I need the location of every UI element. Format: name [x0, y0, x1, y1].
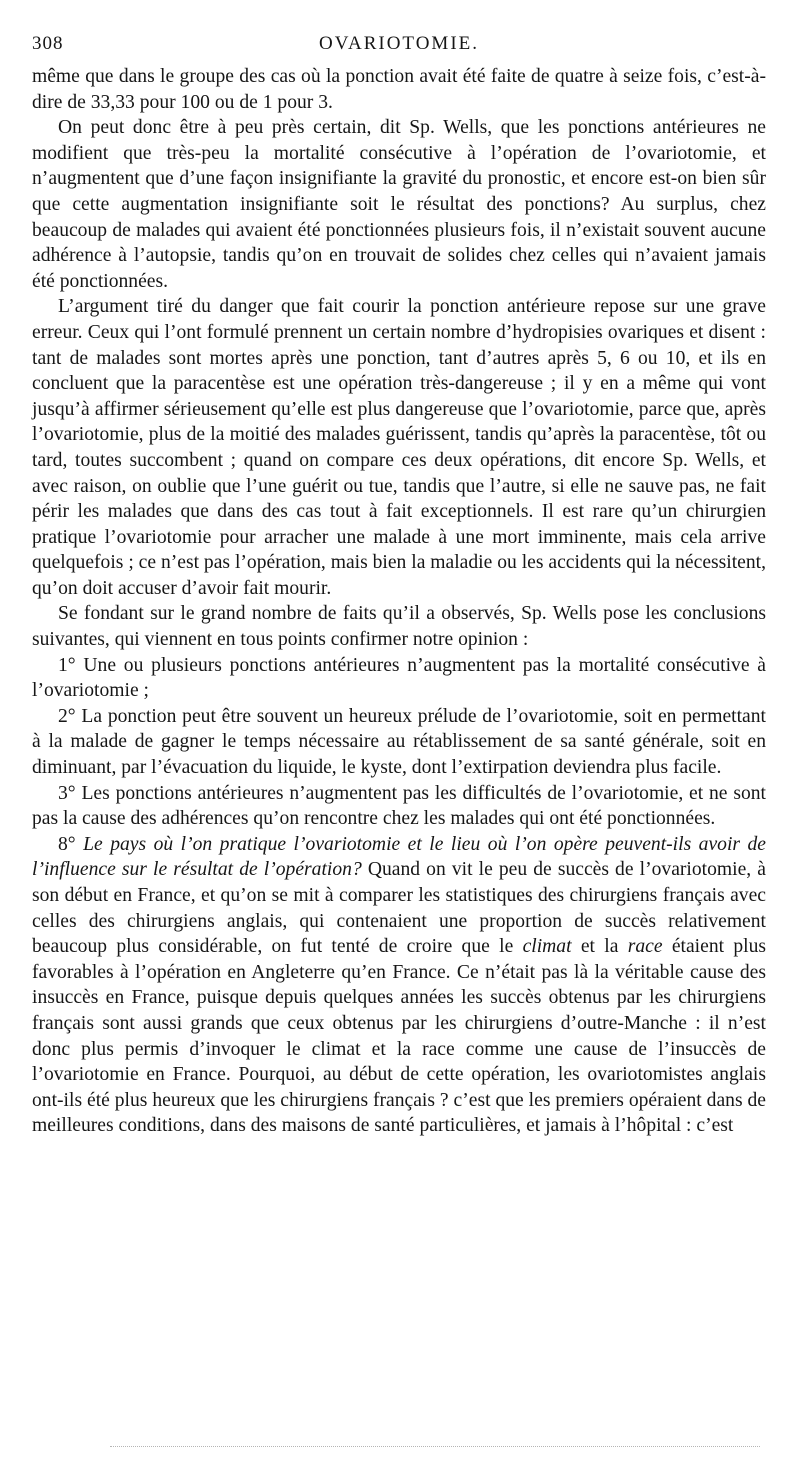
paragraph-wells-ponctions: On peut donc être à peu près certain, dit Sp. Wells, que les ponctions antérieures ne modifient que très-peu la mortalité consécutive à l’opération de l’ovariotomie, et n’augmentent que d’une façon insignifiante la gravité du pronostic, et encore est-on bien sûr que cette augmentation insignifiante soit le résultat des ponctions? Au surplus, chez beaucoup de malades qui avaient été ponctionnées plusieurs fois, il n’existait souvent aucune adhérence à l’autopsie, tandis qu’on en trouvait de solides chez celles qui n’avaient jamais été ponctionnées.	[32, 117, 766, 292]
section-8-text-a: Quand on vit le peu de succès de l’ovariotomie, à son début en France, et qu’on se mit à comparer les statistiques des chirurgiens français avec celles des chirurgiens anglais, qui contenaient une proportion de succès relativement beaucoup plus considérable, on fut tenté de croire que le	[32, 859, 766, 958]
conclusion-1: 1° Une ou plusieurs ponctions antérieures n’augmentent pas la mortalité consécutive à l’ovariotomie ;	[32, 654, 766, 702]
section-8-text-b: et la	[580, 936, 619, 958]
body-text	[32, 64, 766, 1139]
page-header	[32, 33, 766, 59]
conclusion-2: 2° La ponction peut être souvent un heureux prélude de l’ovariotomie, soit en permettant à la malade de gagner le temps nécessaire au rétablissement de sa santé générale, soit en diminuant, par l’évacuation du liquide, le kyste, dont l’extirpation deviendra plus facile.	[32, 705, 766, 779]
page-number: 308	[32, 33, 64, 54]
word-race: race	[627, 936, 663, 958]
paragraph-conclusions-intro: Se fondant sur le grand nombre de faits qu’il a observés, Sp. Wells pose les conclusions suivantes, qui viennent en tous points confirmer notre opinion :	[32, 603, 766, 651]
paragraph-continuation: même que dans le groupe des cas où la ponction avait été faite de quatre à seize fois, c’est-à-dire de 33,33 pour 100 ou de 1 pour 3.	[32, 66, 766, 113]
section-8-paragraph	[32, 832, 766, 1139]
section-8-label: 8°	[58, 833, 76, 855]
word-climat: climat	[522, 936, 572, 958]
section-8-text-c: étaient plus favorables à l’opération en Angleterre qu’en France. Ce n’était pas là la véritable cause des insuccès en France, puisque depuis quelques années les succès obtenus par les chirurgiens français sont aussi grands que ceux obtenus par les chirurgiens d’outre-Manche : il n’est donc plus permis d’invoquer le climat et la race comme une cause de l’insuccès de l’ovariotomie en France. Pourquoi, au début de cette opération, les ovariotomistes anglais ont-ils été plus heureux que les chirurgiens français ? c’est que les premiers opéraient dans de meilleures conditions, dans des maisons de santé particulières, et jamais à l’hôpital : c’est	[32, 936, 767, 1137]
paragraph-argument: L’argument tiré du danger que fait courir la ponction antérieure repose sur une grave erreur. Ceux qui l’ont formulé prennent un certain nombre d’hydropisies ovariques et disent : tant de malades sont mortes après une ponction, tant d’autres après 5, 6 ou 10, et ils en concluent que la paracentèse est une opération très-dangereuse ; il y en a même qui vont jusqu’à affirmer sérieusement qu’elle est plus dangereuse que l’ovariotomie, parce que, après l’ovariotomie, plus de la moitié des malades guérissent, tandis qu’après la paracentèse, tôt ou tard, toutes succombent ; quand on compare ces deux opérations, dit encore Sp. Wells, et avec raison, on oublie que l’une guérit ou tue, tandis que l’autre, si elle ne sauve pas, ne fait périr les malades que dans des cas tout à fait exceptionnels. Il est rare qu’un chirurgien pratique l’ovariotomie pour arracher une malade à une mort imminente, mais cela arrive quelquefois ; ce n’est pas l’opération, mais bien la maladie ou les accidents qui la nécessitent, qu’on doit accuser d’avoir fait mourir.	[32, 296, 766, 599]
bleed-through-footer-line	[110, 1446, 760, 1447]
conclusion-3: 3° Les ponctions antérieures n’augmentent pas les difficultés de l’ovariotomie, et ne sont pas la cause des adhérences qu’on rencontre chez les malades qui ont été ponctionnées.	[32, 782, 766, 830]
running-head: OVARIOTOMIE.	[319, 33, 479, 54]
section-8-question: Le pays où l’on pratique l’ovariotomie et le lieu où l’on opère peuvent-ils avoir de l’influence sur le résultat de l’opération?	[32, 833, 766, 881]
